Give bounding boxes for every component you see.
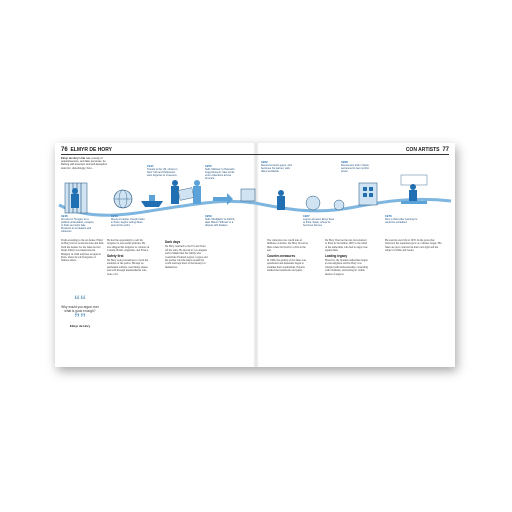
subhead-lasting-legacy: Lasting legacy <box>325 253 348 258</box>
portrait-circle-1 <box>306 196 320 210</box>
ship-icon <box>141 195 163 207</box>
timeline-entry-9: 1976 Dies in Ibiza after learning he would be extradited <box>385 214 418 224</box>
right-page-title: CON ARTISTS <box>405 147 440 153</box>
handshake-figures <box>171 180 201 204</box>
pull-quote <box>61 295 99 328</box>
prisoner-figure <box>65 183 87 213</box>
subhead-safety-first: Safety first <box>107 253 124 258</box>
subhead-counter-measures: Counter-measures <box>267 253 296 258</box>
globe-icon <box>114 190 132 208</box>
intro-text: was a study of acquisitiveness, and fake personas. Its lifelong self-invention and self-deception took him, disturbingly, from... <box>61 157 108 170</box>
quote-text: Why would you argue over what is good enough? <box>61 305 99 313</box>
timeline-entry-4: 1955 Sells 'Matisse' to Harvard's Fogg Museum; fake works enter collections across America <box>205 164 235 180</box>
walking-figure <box>277 190 285 210</box>
intro-bold: Elmyr de Hory's life <box>61 157 86 160</box>
portrait-circle-2 <box>334 200 344 210</box>
book-spread <box>55 143 455 367</box>
timeline-entry-6: 1962 Meets Fernand Legros, who becomes his partner; sells fakes worldwide <box>261 160 293 173</box>
column-2: He had the opportunity to sell his forgeries to successful galleries. He also shipped his forgeries to curators in Canada, Brazil, Argentina, and France. Safety first De Hory took precautions to avoid the attention of the police. He kept no permanent address, used many aliases and sold through intermediaries who took a cut. <box>107 239 150 276</box>
timeline-entry-8: 1968 Discovered; trial in Spain; sentenced to two months' prison <box>341 160 370 173</box>
subhead-dark-days: Dark days <box>165 240 181 244</box>
quote-close-icon: ”” <box>74 311 86 325</box>
quote-open-icon: ““ <box>74 293 86 307</box>
column-4: The collection was worth tens of millions of dollars. De Hory moved to Ibiza where he lived in a villa in the sun. Counter-measures In 1966, the quality of the fakes was questioned and museums began to examine their acquisitions. Experts studied the brushwork and paper. <box>267 239 309 273</box>
timeline-entry-7: 1967 Legros arrested; Elmyr flees to Ibiza, Spain, where he becomes famous <box>303 214 335 227</box>
timeline-entry-3: 1947 Travels to the US; shows in New York and Hollywood; sells forgeries to museums <box>147 164 178 177</box>
quote-attribution: Elmyr de Hory <box>69 324 91 328</box>
timeline-entry-1: 1946 Arrested in Hungary as a political undesirable; escapes to Paris and sells fake Picassos to art dealers and collectors <box>61 214 94 233</box>
building-icon <box>359 183 377 205</box>
column-1: Truth-revealing to the art dealer, Elmyr de Hory had to evade the risks and hide from the dealers for the fakes he had made. Elmyr was imprisoned in Hungary in 1944 and later escaped to Paris, where he sold forgeries of famous artists. <box>61 239 104 263</box>
right-page-number: 77 <box>442 147 449 153</box>
timeline-entry-2: 1946 Meets art dealer Joseph Faller in Paris; begins selling fakes around the world <box>111 214 145 227</box>
left-page-number: 76 <box>61 147 68 153</box>
column-5: De Hory lived on the run, but returned to Ibiza in November 1967 to the relief of the authorities who had no legal case against him. Lasting legacy However, the Spanish authorities began an investigation and De Hory was charged with homosexuality, consorting with criminals, and having no visible means of support. <box>325 239 368 276</box>
left-page-title: ELMYR DE HORY <box>70 147 112 153</box>
timeline-entry-5: 1959 Sells 'Modigliani' to Aldrich; alias 'Baron Hoffman' in a dispute with Dealers <box>205 214 235 227</box>
column-6: He took his own life in 1976. In the years that followed, his reputation grew as a master forger. His fakes are now collected in their own right and the subject of films and books. <box>385 239 442 253</box>
painting-icon <box>241 189 255 201</box>
column-3: Dark days De Hory returned to the US and lived off his sales. He moved to Los Angeles and in Miami met the family who would hire Fernand Legros. Legros and his partner sold the fakes around the world and kept most of the money for themselves. <box>165 240 208 269</box>
